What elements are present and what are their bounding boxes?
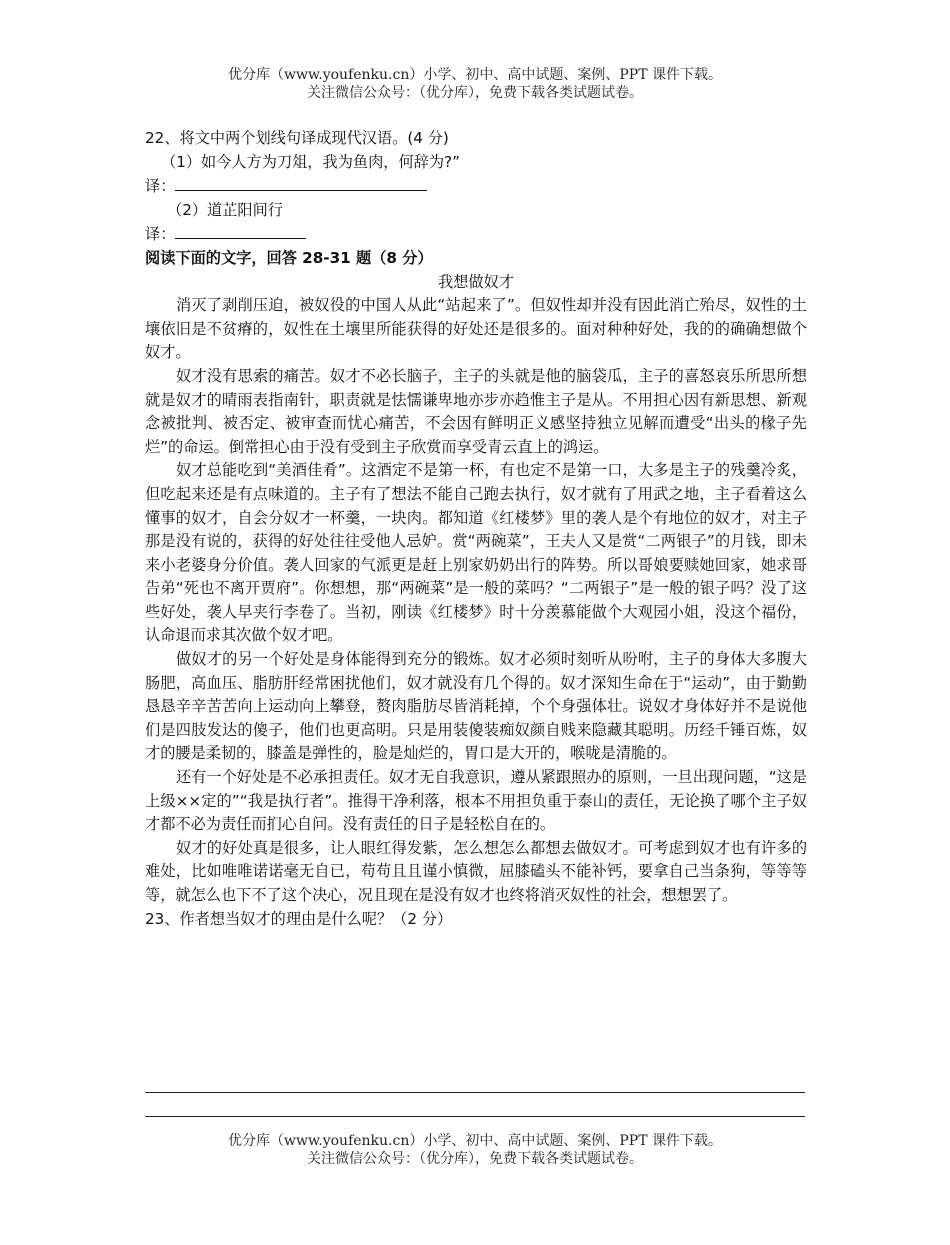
answer-blank-2[interactable] <box>175 222 306 239</box>
paragraph: 奴才没有思索的痛苦。奴才不必长脑子，主子的头就是他的脑袋瓜，主子的喜怒哀乐所思所想就是奴才的晴雨表指南针，职责就是怯懦谦卑地亦步亦趋惟主子是从。不用担心因有新思想、新观念被批判、被否定、被审查而忧心痛苦，不会因有鲜明正义感坚持独立见解而遭受“出头的椽子先烂”的命运。倒常担心由于没有受到主子欣赏而享受青云直上的鸿运。 <box>145 366 807 456</box>
answer-line-1 <box>145 174 807 199</box>
answer-blank-1[interactable] <box>175 174 427 191</box>
question-22-item-2: （2）道芷阳间行 <box>167 200 283 219</box>
question-22-item-1: （1）如今人方为刀俎，我为鱼肉，何辞为?” <box>161 152 460 171</box>
paragraph: 还有一个好处是不必承担责任。奴才无自我意识，遵从紧跟照办的原则，一旦出现问题，“这是上级××定的”“我是执行者”。推得干净利落，根本不用担负重于泰山的责任，无论换了哪个主子奴才都不必为责任而扪心自问。没有责任的日子是轻松自在的。 <box>145 768 807 834</box>
answer-line-q23-1[interactable] <box>145 1092 805 1093</box>
answer-label-1: 译： <box>145 177 176 196</box>
paragraph: 奴才总能吃到“美酒佳肴”。这酒定不是第一杯，有也定不是第一口，大多是主子的残羹冷炙，但吃起来还是有点味道的。主子有了想法不能自己跑去执行，奴才就有了用武之地，主子看着这么懂事的奴才，自会分奴才一杯羹，一块肉。都知道《红楼梦》里的袭人是个有地位的奴才，对主子那是没有说的，获得的好处往往受他人忌妒。赏“两碗菜”，王夫人又是赏“二两银子”的月钱，即未来小老婆身分价值。袭人回家的气派更是赶上别家奶奶出行的阵势。所以哥娘要赎她回家，她求哥告弟“死也不离开贾府”。你想想，那“两碗菜”是一般的菜吗？“二两银子”是一般的银子吗？没了这些好处，袭人早夹行李卷了。当初，刚读《红楼梦》时十分羡慕能做个大观园小姐，没这个福份，认命退而求其次做个奴才吧。 <box>145 461 807 645</box>
paragraph: 消灭了剥削压迫，被奴役的中国人从此“站起来了”。但奴性却并没有因此消亡殆尽，奴性的土壤依旧是不贫瘠的，奴性在土壤里所能获得的好处还是很多的。面对种种好处，我的的确确想做个奴才。 <box>145 296 807 362</box>
answer-label-2: 译： <box>145 225 176 244</box>
section-heading: 阅读下面的文字，回答 28-31 题（8 分） <box>145 248 433 267</box>
page-footer <box>0 1132 950 1168</box>
article-title: 我想做奴才 <box>438 272 514 291</box>
footer-line-1: 优分库（www.youfenku.cn）小学、初中、高中试题、案例、PPT 课件下载。 <box>227 1133 722 1149</box>
header-line-1: 优分库（www.youfenku.cn）小学、初中、高中试题、案例、PPT 课件下载。 <box>227 67 722 83</box>
footer-line-2: 关注微信公众号：（优分库），免费下载各类试题试卷。 <box>307 1151 643 1167</box>
question-23-title: 23、作者想当奴才的理由是什么呢？（2 分） <box>145 909 453 928</box>
paragraph: 做奴才的另一个好处是身体能得到充分的锻炼。奴才必须时刻听从吩咐，主子的身体大多腹大肠肥，高血压、脂肪肝经常困扰他们，奴才就没有几个得的。奴才深知生命在于“运动”，由于勤勤恳恳辛辛苦苦向上运动向上攀登，赘肉脂肪尽皆消耗掉，个个身强体壮。说奴才身体好并不是说他们是四肢发达的傻子，他们也更高明。只是用装傻装痴奴颜自贱来隐藏其聪明。历经千锤百炼，奴才的腰是柔韧的，膝盖是弹性的，脸是灿烂的，胃口是大开的，喉咙是清脆的。 <box>145 650 807 763</box>
paragraph: 奴才的好处真是很多，让人眼红得发紫，怎么想怎么都想去做奴才。可考虑到奴才也有许多的难处，比如唯唯诺诺毫无自已，苟苟且且谨小慎微，屈膝磕头不能补钙，要拿自己当条狗，等等等等，就怎么也下不了这个决心，况且现在是没有奴才也终将消灭奴性的社会，想想罢了。 <box>145 838 807 904</box>
page-header <box>0 66 950 102</box>
answer-line-2 <box>145 222 807 247</box>
header-line-2: 关注微信公众号：（优分库），免费下载各类试题试卷。 <box>307 85 643 101</box>
document-body <box>145 127 807 931</box>
question-22-title: 22、将文中两个划线句译成现代汉语。(4 分) <box>145 129 449 147</box>
answer-line-q23-2[interactable] <box>145 1116 805 1117</box>
